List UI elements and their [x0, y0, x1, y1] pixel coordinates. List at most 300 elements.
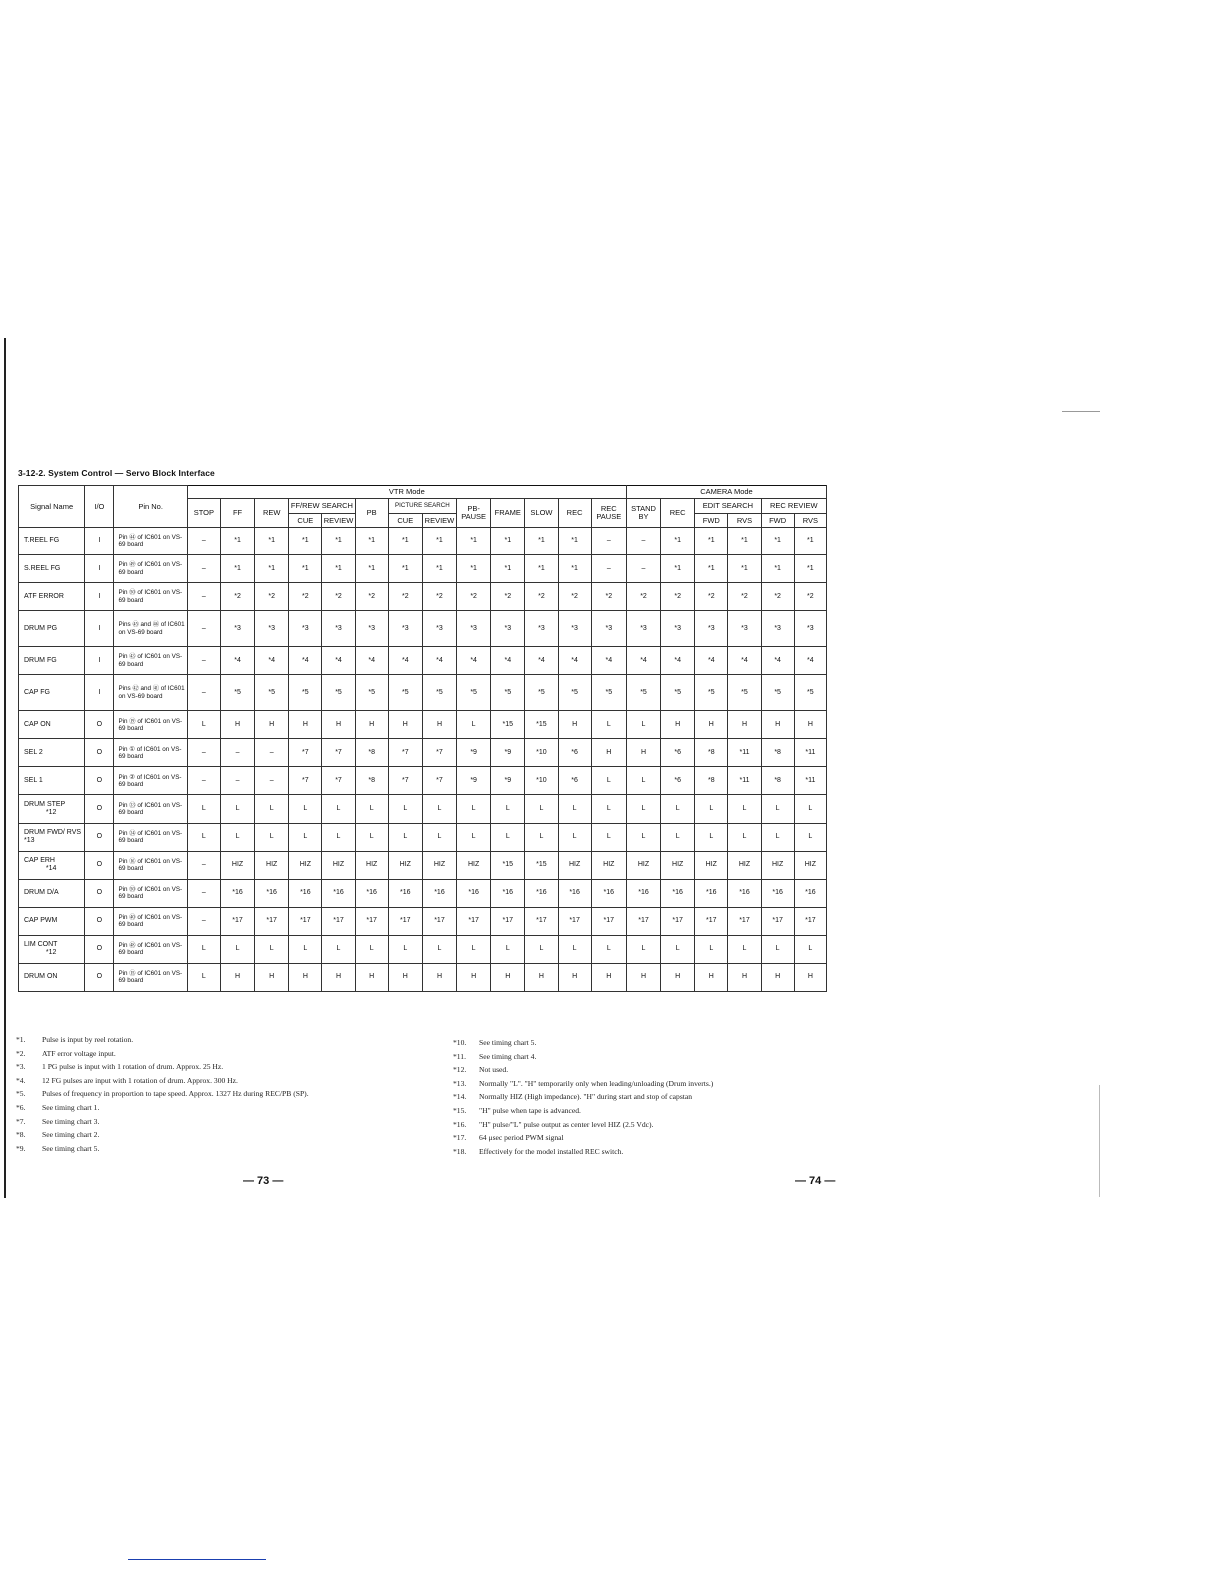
mode-value-cell: *7: [289, 767, 322, 795]
footnote-number: *2.: [16, 1048, 26, 1058]
mode-value-cell: L: [187, 795, 220, 823]
mode-value-cell: *16: [388, 879, 422, 907]
mode-value-cell: HIZ: [695, 851, 728, 879]
mode-value-cell: *10: [525, 739, 558, 767]
mode-value-cell: *1: [661, 528, 695, 555]
mode-value-cell: *4: [422, 647, 456, 675]
rec-pause-header: REC PAUSE: [591, 499, 626, 528]
mode-value-cell: *3: [794, 611, 826, 647]
mode-value-cell: *5: [728, 675, 761, 711]
mode-value-cell: *16: [422, 879, 456, 907]
io-cell: O: [85, 795, 114, 823]
mode-value-cell: L: [491, 935, 525, 963]
mode-value-cell: L: [187, 935, 220, 963]
mode-value-cell: *8: [355, 767, 388, 795]
mode-value-cell: L: [187, 963, 220, 991]
mode-value-cell: *1: [525, 528, 558, 555]
mode-value-cell: *1: [457, 555, 491, 583]
mode-value-cell: HIZ: [626, 851, 660, 879]
mode-value-cell: *15: [525, 851, 558, 879]
io-cell: I: [85, 583, 114, 611]
io-cell: O: [85, 711, 114, 739]
mode-value-cell: *1: [695, 555, 728, 583]
mode-value-cell: –: [220, 767, 254, 795]
mode-value-cell: L: [322, 935, 355, 963]
mode-value-cell: *4: [525, 647, 558, 675]
mode-value-cell: *2: [728, 583, 761, 611]
mode-value-cell: H: [591, 739, 626, 767]
table-row: [19, 823, 827, 851]
cue-header: CUE: [289, 514, 322, 528]
mode-value-cell: L: [761, 795, 794, 823]
mode-value-cell: H: [422, 963, 456, 991]
mode-value-cell: *17: [220, 907, 254, 935]
mode-value-cell: *3: [491, 611, 525, 647]
mode-value-cell: *3: [255, 611, 289, 647]
mode-value-cell: L: [220, 935, 254, 963]
pin-cell: Pin ⑯ of IC601 on VS-69 board: [114, 851, 187, 879]
mode-value-cell: *11: [728, 767, 761, 795]
table-row: [19, 647, 827, 675]
pin-cell: Pin ⑲ of IC601 on VS-69 board: [114, 711, 187, 739]
mode-value-cell: *5: [355, 675, 388, 711]
rew-header: REW: [255, 499, 289, 528]
signal-name: DRUM STEP: [24, 800, 66, 808]
mode-value-cell: *2: [289, 583, 322, 611]
mode-value-cell: *1: [355, 528, 388, 555]
mode-value-cell: *16: [794, 879, 826, 907]
mode-value-cell: H: [289, 711, 322, 739]
table-row: [19, 555, 827, 583]
bottom-line: [128, 1559, 266, 1560]
mode-value-cell: *3: [695, 611, 728, 647]
mode-value-cell: *16: [626, 879, 660, 907]
io-cell: O: [85, 823, 114, 851]
footnote-text: "H" pulse when tape is advanced.: [479, 1106, 581, 1115]
mode-value-cell: –: [255, 767, 289, 795]
mode-value-cell: *7: [422, 739, 456, 767]
signal-name-cell: [19, 907, 85, 935]
pin-cell: Pins ㊺ and ㊻ of IC601 on VS-69 board: [114, 611, 187, 647]
mode-value-cell: *5: [388, 675, 422, 711]
page-number-left: — 73 —: [243, 1175, 284, 1187]
mode-value-cell: *3: [728, 611, 761, 647]
mode-value-cell: –: [187, 555, 220, 583]
mode-value-cell: L: [661, 823, 695, 851]
mode-value-cell: L: [255, 935, 289, 963]
mode-value-cell: *4: [388, 647, 422, 675]
mode-value-cell: *17: [661, 907, 695, 935]
footnote-text: Pulse is input by reel rotation.: [42, 1035, 134, 1044]
io-cell: I: [85, 555, 114, 583]
footnote-number: *12.: [453, 1065, 467, 1075]
pin-cell: Pin ㊿ of IC601 on VS-69 board: [114, 879, 187, 907]
io-cell: I: [85, 528, 114, 555]
signal-name-cell: [19, 795, 85, 823]
mode-value-cell: *1: [220, 528, 254, 555]
mode-value-cell: *1: [525, 555, 558, 583]
footnote-number: *3.: [16, 1062, 26, 1072]
io-cell: O: [85, 907, 114, 935]
table-row: [19, 879, 827, 907]
mode-value-cell: *15: [491, 711, 525, 739]
signal-name: CAP ERH: [24, 857, 55, 865]
mode-value-cell: L: [289, 935, 322, 963]
table-row: [19, 935, 827, 963]
mode-value-cell: *2: [388, 583, 422, 611]
mode-value-cell: L: [695, 795, 728, 823]
mode-value-cell: *1: [355, 555, 388, 583]
rec-review-rvs-header: RVS: [794, 514, 826, 528]
mode-value-cell: L: [661, 935, 695, 963]
table-row: [19, 611, 827, 647]
slow-header: SLOW: [525, 499, 558, 528]
pin-no-header: Pin No.: [114, 486, 187, 528]
interface-table: [18, 485, 827, 992]
mode-value-cell: *9: [491, 767, 525, 795]
mode-value-cell: *4: [661, 647, 695, 675]
mode-value-cell: *4: [761, 647, 794, 675]
mode-value-cell: *17: [322, 907, 355, 935]
mode-value-cell: *1: [661, 555, 695, 583]
signal-note: *12: [45, 808, 57, 816]
picture-cue-header: CUE: [388, 514, 422, 528]
mode-value-cell: H: [558, 711, 591, 739]
rec-review-fwd-header: FWD: [761, 514, 794, 528]
mode-value-cell: L: [626, 823, 660, 851]
mode-value-cell: H: [794, 711, 826, 739]
pin-cell: Pin ㉞ of IC601 on VS-69 board: [114, 823, 187, 851]
mode-value-cell: L: [289, 795, 322, 823]
mode-value-cell: *1: [761, 528, 794, 555]
mode-value-cell: L: [355, 823, 388, 851]
vtr-mode-header: VTR Mode: [187, 486, 626, 499]
mode-value-cell: H: [728, 963, 761, 991]
mode-value-cell: –: [187, 647, 220, 675]
signal-name: DRUM ON: [24, 973, 58, 981]
mode-value-cell: H: [626, 739, 660, 767]
table-body: [19, 528, 827, 992]
mode-value-cell: *7: [289, 739, 322, 767]
mode-value-cell: *17: [695, 907, 728, 935]
mode-value-cell: HIZ: [289, 851, 322, 879]
mode-value-cell: *17: [422, 907, 456, 935]
mode-value-cell: *4: [457, 647, 491, 675]
mode-value-cell: *5: [457, 675, 491, 711]
mode-value-cell: *5: [695, 675, 728, 711]
pin-cell: Pin ㊿ of IC601 on VS-69 board: [114, 583, 187, 611]
mode-value-cell: *4: [728, 647, 761, 675]
mode-value-cell: *4: [558, 647, 591, 675]
mode-value-cell: *17: [289, 907, 322, 935]
signal-name: ATF ERROR: [24, 592, 64, 600]
ffrew-search-header: FF/REW SEARCH: [289, 499, 355, 514]
signal-name-cell: [19, 935, 85, 963]
mode-value-cell: *5: [322, 675, 355, 711]
mode-value-cell: *16: [728, 879, 761, 907]
mode-value-cell: H: [457, 963, 491, 991]
signal-name: DRUM PG: [24, 624, 58, 632]
mode-value-cell: HIZ: [661, 851, 695, 879]
mode-value-cell: *1: [558, 528, 591, 555]
footnote-text: 64 μsec period PWM signal: [479, 1133, 564, 1143]
footnote-number: *14.: [453, 1092, 467, 1102]
mode-value-cell: *17: [388, 907, 422, 935]
ff-header: FF: [220, 499, 254, 528]
mode-value-cell: *5: [491, 675, 525, 711]
mode-value-cell: L: [388, 935, 422, 963]
binding-rule: [4, 338, 6, 1198]
mode-value-cell: H: [355, 963, 388, 991]
mode-value-cell: *5: [558, 675, 591, 711]
mode-value-cell: *4: [794, 647, 826, 675]
mode-value-cell: H: [355, 711, 388, 739]
mode-value-cell: H: [728, 711, 761, 739]
mode-value-cell: *1: [322, 555, 355, 583]
table-row: [19, 711, 827, 739]
pin-cell: Pin ② of IC601 on VS-69 board: [114, 767, 187, 795]
mode-value-cell: *3: [525, 611, 558, 647]
mode-value-cell: *2: [355, 583, 388, 611]
footnotes-right: [453, 1038, 873, 1168]
mode-value-cell: *4: [255, 647, 289, 675]
mode-value-cell: H: [422, 711, 456, 739]
footnote-text: Pulses of frequency in proportion to tape speed. Approx. 1327 Hz during REC/PB (SP).: [42, 1089, 309, 1099]
mode-value-cell: L: [626, 711, 660, 739]
mode-value-cell: *1: [422, 555, 456, 583]
mode-value-cell: *16: [322, 879, 355, 907]
mode-value-cell: L: [187, 823, 220, 851]
mode-value-cell: *3: [457, 611, 491, 647]
mode-value-cell: –: [187, 851, 220, 879]
mode-value-cell: H: [388, 963, 422, 991]
mode-value-cell: *16: [761, 879, 794, 907]
mode-value-cell: –: [187, 739, 220, 767]
mode-value-cell: HIZ: [457, 851, 491, 879]
mode-value-cell: *9: [491, 739, 525, 767]
signal-name: DRUM D/A: [24, 889, 59, 897]
mode-value-cell: HIZ: [220, 851, 254, 879]
io-cell: O: [85, 851, 114, 879]
mode-value-cell: *5: [661, 675, 695, 711]
mode-value-cell: *7: [322, 739, 355, 767]
mode-value-cell: L: [422, 795, 456, 823]
mode-value-cell: *2: [661, 583, 695, 611]
edit-rvs-header: RVS: [728, 514, 761, 528]
mode-value-cell: H: [761, 711, 794, 739]
mode-value-cell: L: [525, 935, 558, 963]
mode-value-cell: *2: [558, 583, 591, 611]
signal-name: LIM CONT: [24, 941, 58, 949]
pin-cell: Pins ㊷ and ㊶ of IC601 on VS-69 board: [114, 675, 187, 711]
footnote-text: See timing chart 5.: [42, 1143, 100, 1153]
signal-name-header: Signal Name: [19, 486, 85, 528]
mode-value-cell: *17: [591, 907, 626, 935]
mode-value-cell: *2: [422, 583, 456, 611]
mode-value-cell: *1: [220, 555, 254, 583]
table-row: [19, 583, 827, 611]
signal-name: CAP ON: [24, 720, 51, 728]
footnote-text: See timing chart 2.: [42, 1130, 100, 1140]
mode-value-cell: L: [525, 795, 558, 823]
mode-value-cell: *2: [322, 583, 355, 611]
mode-value-cell: L: [794, 795, 826, 823]
mode-value-cell: *5: [525, 675, 558, 711]
mode-value-cell: H: [661, 963, 695, 991]
mode-value-cell: *3: [626, 611, 660, 647]
mode-value-cell: *16: [457, 879, 491, 907]
signal-name: SEL 1: [24, 776, 43, 784]
io-cell: O: [85, 963, 114, 991]
mode-value-cell: *1: [388, 555, 422, 583]
mode-value-cell: *3: [289, 611, 322, 647]
mode-value-cell: *11: [728, 739, 761, 767]
mode-value-cell: L: [761, 935, 794, 963]
mode-value-cell: H: [626, 963, 660, 991]
mode-value-cell: *16: [695, 879, 728, 907]
footnote-text: 12 FG pulses are input with 1 rotation of drum. Approx. 300 Hz.: [42, 1075, 238, 1085]
table-row: [19, 675, 827, 711]
mode-value-cell: *1: [289, 555, 322, 583]
mode-value-cell: H: [591, 963, 626, 991]
mode-value-cell: L: [457, 711, 491, 739]
mode-value-cell: H: [220, 963, 254, 991]
mode-value-cell: *17: [794, 907, 826, 935]
mode-value-cell: *3: [422, 611, 456, 647]
pin-cell: Pin ㊹ of IC601 on VS-69 board: [114, 528, 187, 555]
picture-review-header: REVIEW: [422, 514, 456, 528]
camera-rec-header: REC: [661, 499, 695, 528]
mode-value-cell: *17: [761, 907, 794, 935]
mode-value-cell: L: [422, 823, 456, 851]
signal-name: DRUM FG: [24, 656, 57, 664]
mode-value-cell: L: [661, 795, 695, 823]
footnote-number: *17.: [453, 1133, 467, 1143]
footnote-number: *18.: [453, 1146, 467, 1156]
mode-value-cell: *17: [558, 907, 591, 935]
mode-value-cell: L: [457, 823, 491, 851]
mode-value-cell: *7: [388, 767, 422, 795]
pin-cell: Pin ㊽ of IC601 on VS-69 board: [114, 935, 187, 963]
mode-value-cell: H: [289, 963, 322, 991]
mode-value-cell: *1: [728, 528, 761, 555]
mode-value-cell: *4: [322, 647, 355, 675]
mode-value-cell: *2: [794, 583, 826, 611]
mode-value-cell: *1: [289, 528, 322, 555]
mode-value-cell: *8: [761, 739, 794, 767]
mode-value-cell: L: [626, 767, 660, 795]
mode-value-cell: *1: [794, 528, 826, 555]
mode-value-cell: H: [322, 711, 355, 739]
footnote-number: *1.: [16, 1035, 26, 1044]
mode-value-cell: –: [255, 739, 289, 767]
mode-value-cell: L: [728, 795, 761, 823]
mode-value-cell: H: [661, 711, 695, 739]
stop-header: STOP: [187, 499, 220, 528]
mode-value-cell: *1: [794, 555, 826, 583]
signal-name-cell: [19, 611, 85, 647]
mode-value-cell: *5: [626, 675, 660, 711]
mode-value-cell: *4: [355, 647, 388, 675]
mode-value-cell: *3: [558, 611, 591, 647]
footnote-text: See timing chart 4.: [479, 1051, 537, 1061]
footnote-text: Effectively for the model installed REC switch.: [479, 1146, 624, 1156]
table-row: [19, 963, 827, 991]
io-cell: I: [85, 675, 114, 711]
footnote-text: See timing chart 5.: [479, 1038, 537, 1047]
signal-name: CAP PWM: [24, 917, 58, 925]
mode-value-cell: –: [626, 555, 660, 583]
signal-name: DRUM FWD/ RVS *13: [24, 829, 82, 845]
page-number-right: — 74 —: [795, 1175, 836, 1187]
mode-value-cell: *2: [457, 583, 491, 611]
mode-value-cell: *1: [695, 528, 728, 555]
mode-value-cell: *17: [355, 907, 388, 935]
mode-value-cell: L: [355, 935, 388, 963]
mode-value-cell: *10: [525, 767, 558, 795]
mode-value-cell: –: [591, 555, 626, 583]
mode-value-cell: L: [491, 823, 525, 851]
mode-value-cell: L: [695, 823, 728, 851]
footnote-number: *5.: [16, 1089, 26, 1099]
mode-value-cell: L: [255, 823, 289, 851]
mode-value-cell: L: [187, 711, 220, 739]
mode-value-cell: *1: [558, 555, 591, 583]
table-row: [19, 795, 827, 823]
mode-value-cell: *5: [255, 675, 289, 711]
edit-search-header: EDIT SEARCH: [695, 499, 761, 514]
signal-name-cell: [19, 879, 85, 907]
frame-header: FRAME: [491, 499, 525, 528]
mode-value-cell: *3: [661, 611, 695, 647]
mode-value-cell: *4: [591, 647, 626, 675]
signal-name: S.REEL FG: [24, 564, 61, 572]
mode-value-cell: *3: [591, 611, 626, 647]
mode-value-cell: *1: [491, 555, 525, 583]
signal-name-cell: [19, 767, 85, 795]
right-margin-rule: [1099, 1085, 1100, 1197]
mode-value-cell: HIZ: [558, 851, 591, 879]
mode-value-cell: *2: [761, 583, 794, 611]
pin-cell: Pin ㊵ of IC601 on VS-69 board: [114, 907, 187, 935]
mode-value-cell: *7: [422, 767, 456, 795]
footnote-text: 1 PG pulse is input with 1 rotation of drum. Approx. 25 Hz.: [42, 1062, 224, 1072]
mode-value-cell: H: [794, 963, 826, 991]
mode-value-cell: –: [187, 583, 220, 611]
io-cell: I: [85, 647, 114, 675]
mode-value-cell: *16: [289, 879, 322, 907]
stand-by-header: STAND BY: [626, 499, 660, 528]
mode-value-cell: L: [220, 823, 254, 851]
footnote-text: ATF error voltage input.: [42, 1048, 116, 1058]
mode-value-cell: HIZ: [355, 851, 388, 879]
footnote-number: *16.: [453, 1119, 467, 1129]
mode-value-cell: *3: [761, 611, 794, 647]
mode-value-cell: *8: [695, 739, 728, 767]
pb-header: PB: [355, 499, 388, 528]
mode-value-cell: HIZ: [422, 851, 456, 879]
signal-name-cell: [19, 739, 85, 767]
io-cell: O: [85, 739, 114, 767]
mode-value-cell: L: [591, 767, 626, 795]
mode-value-cell: *17: [525, 907, 558, 935]
mode-value-cell: L: [591, 795, 626, 823]
mode-value-cell: H: [220, 711, 254, 739]
mode-value-cell: L: [457, 935, 491, 963]
mode-value-cell: H: [255, 963, 289, 991]
mode-value-cell: H: [695, 963, 728, 991]
mode-value-cell: *1: [422, 528, 456, 555]
